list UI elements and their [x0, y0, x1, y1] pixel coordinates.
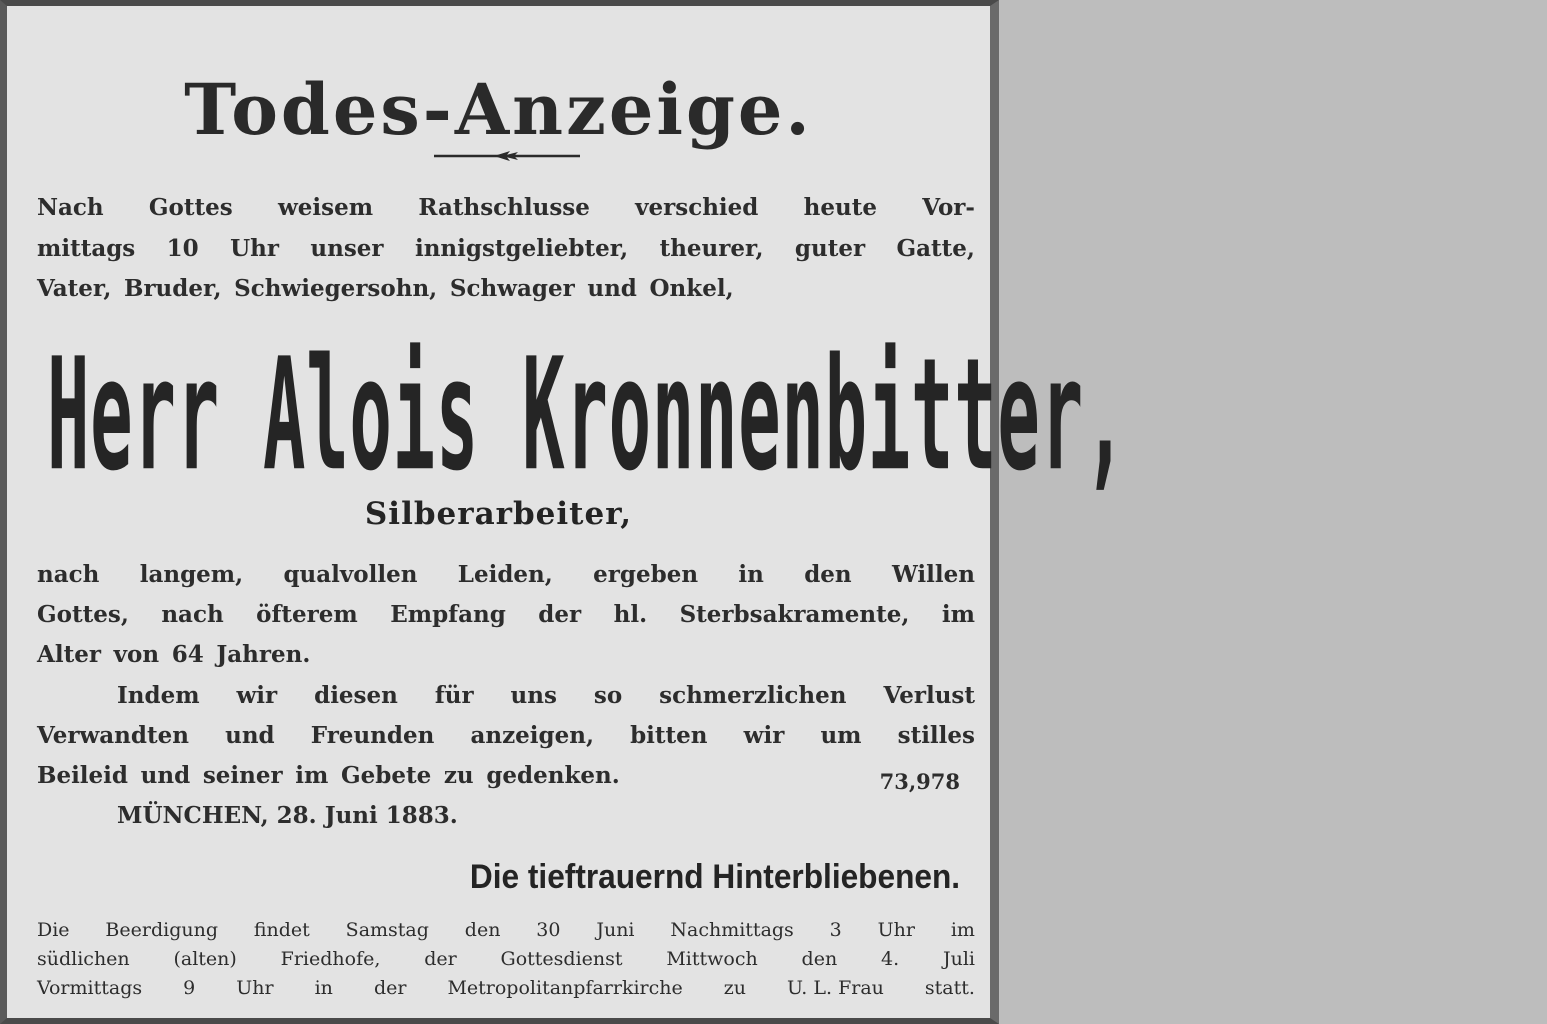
word: zu: [443, 762, 474, 789]
word: findet: [253, 919, 310, 941]
word: langem,: [139, 561, 244, 588]
word: gedenken.: [486, 762, 620, 789]
word: Gebete: [340, 762, 432, 789]
word: Vormittags: [37, 977, 143, 999]
word: ergeben: [593, 561, 699, 588]
word: Gottes: [148, 194, 233, 221]
word: und: [140, 762, 191, 789]
word: 64: [171, 641, 204, 668]
word: Alter: [37, 641, 101, 668]
funeral-line-1: [37, 921, 975, 940]
ornament-divider-icon: [432, 149, 582, 163]
word: innigstgeliebter,: [414, 235, 629, 262]
word: so: [593, 682, 623, 709]
word: von: [113, 641, 160, 668]
word: und: [587, 275, 637, 302]
funeral-line-2: [37, 950, 975, 969]
notice-title: Todes-Anzeige.: [184, 67, 813, 151]
word: den: [801, 948, 838, 970]
word: Uhr: [877, 919, 915, 941]
word: Jahren.: [216, 641, 311, 668]
word: 9: [183, 977, 196, 999]
word: im: [295, 762, 329, 789]
word: Uhr: [236, 977, 274, 999]
word: im: [950, 919, 975, 941]
deceased-name: [47, 326, 1128, 507]
reference-number: 73,978: [879, 769, 960, 794]
intro-line-1: [37, 196, 975, 219]
word: verschied: [635, 194, 759, 221]
intro-line-3: [37, 277, 975, 300]
word: mittags: [37, 235, 136, 262]
closing-line-2: [37, 724, 975, 747]
word: Juli: [942, 948, 975, 970]
word: Leiden,: [457, 561, 553, 588]
word: uns: [510, 682, 557, 709]
word: 4.: [881, 948, 900, 970]
word: Rathschlusse: [418, 194, 590, 221]
word: Freunden: [310, 722, 435, 749]
body-line-1: [37, 563, 975, 586]
word: nach: [161, 601, 224, 628]
word: Beileid: [37, 762, 129, 789]
body-line-2: [37, 603, 975, 626]
word: Nach: [37, 194, 104, 221]
word: Onkel,: [649, 275, 734, 302]
word: Juni: [596, 919, 635, 941]
intro-line-2: [37, 237, 975, 260]
word: und: [225, 722, 275, 749]
word: Bruder,: [124, 275, 222, 302]
word: Nachmittags: [670, 919, 794, 941]
word: hl.: [613, 601, 648, 628]
word: stilles: [897, 722, 975, 749]
deceased-name-text: Herr Alois Kronnenbitter,: [47, 326, 1128, 507]
word: Schwager: [449, 275, 575, 302]
word: bitten: [630, 722, 708, 749]
word: Verwandten: [37, 722, 189, 749]
word: Gatte,: [896, 235, 975, 262]
closing-line-3: [37, 764, 975, 787]
word: wir: [236, 682, 278, 709]
word: 10: [166, 235, 199, 262]
word: Empfang: [390, 601, 506, 628]
profession: Silberarbeiter,: [364, 496, 633, 532]
word: heute: [803, 194, 877, 221]
word: Gottesdienst: [500, 948, 623, 970]
word: zu: [723, 977, 747, 999]
word: Friedhofe,: [280, 948, 381, 970]
word: 3: [829, 919, 842, 941]
word: öfterem: [256, 601, 358, 628]
funeral-line-3: [37, 979, 975, 998]
word: der: [424, 948, 457, 970]
word: in: [314, 977, 333, 999]
closing-line-1: [117, 684, 975, 707]
word: Sterbsakramente,: [679, 601, 910, 628]
word: Verlust: [883, 682, 975, 709]
word: Uhr: [230, 235, 279, 262]
word: für: [434, 682, 474, 709]
word: weisem: [277, 194, 374, 221]
word: Samstag: [345, 919, 429, 941]
word: nach: [37, 561, 100, 588]
word: wir: [743, 722, 785, 749]
word: U. L. Frau: [787, 977, 884, 999]
word: Beerdigung: [105, 919, 218, 941]
word: südlichen: [37, 948, 130, 970]
word: diesen: [314, 682, 398, 709]
word: Willen: [891, 561, 975, 588]
word: unser: [310, 235, 384, 262]
word: schmerzlichen: [659, 682, 847, 709]
word: der: [538, 601, 582, 628]
survivors-signature: Die tieftrauernd Hinterbliebenen.: [469, 858, 960, 896]
word: Die: [37, 919, 70, 941]
word: qualvollen: [283, 561, 418, 588]
word: anzeigen,: [470, 722, 594, 749]
word: Gottes,: [37, 601, 129, 628]
word: um: [820, 722, 862, 749]
word: im: [941, 601, 975, 628]
word: Indem: [117, 682, 200, 709]
word: statt.: [924, 977, 975, 999]
word: Vor-: [922, 194, 975, 221]
body-line-3: [37, 643, 975, 666]
place-date: MÜNCHEN, 28. Juni 1883.: [117, 802, 458, 829]
word: Schwiegersohn,: [234, 275, 438, 302]
word: den: [464, 919, 501, 941]
word: Mittwoch: [666, 948, 758, 970]
word: Vater,: [37, 275, 112, 302]
word: der: [373, 977, 407, 999]
word: in: [738, 561, 764, 588]
word: theurer,: [659, 235, 764, 262]
word: (alten): [173, 948, 237, 970]
word: seiner: [202, 762, 283, 789]
word: guter: [794, 235, 866, 262]
word: 30: [536, 919, 561, 941]
word: den: [804, 561, 852, 588]
word: Metropolitanpfarrkirche: [447, 977, 683, 999]
